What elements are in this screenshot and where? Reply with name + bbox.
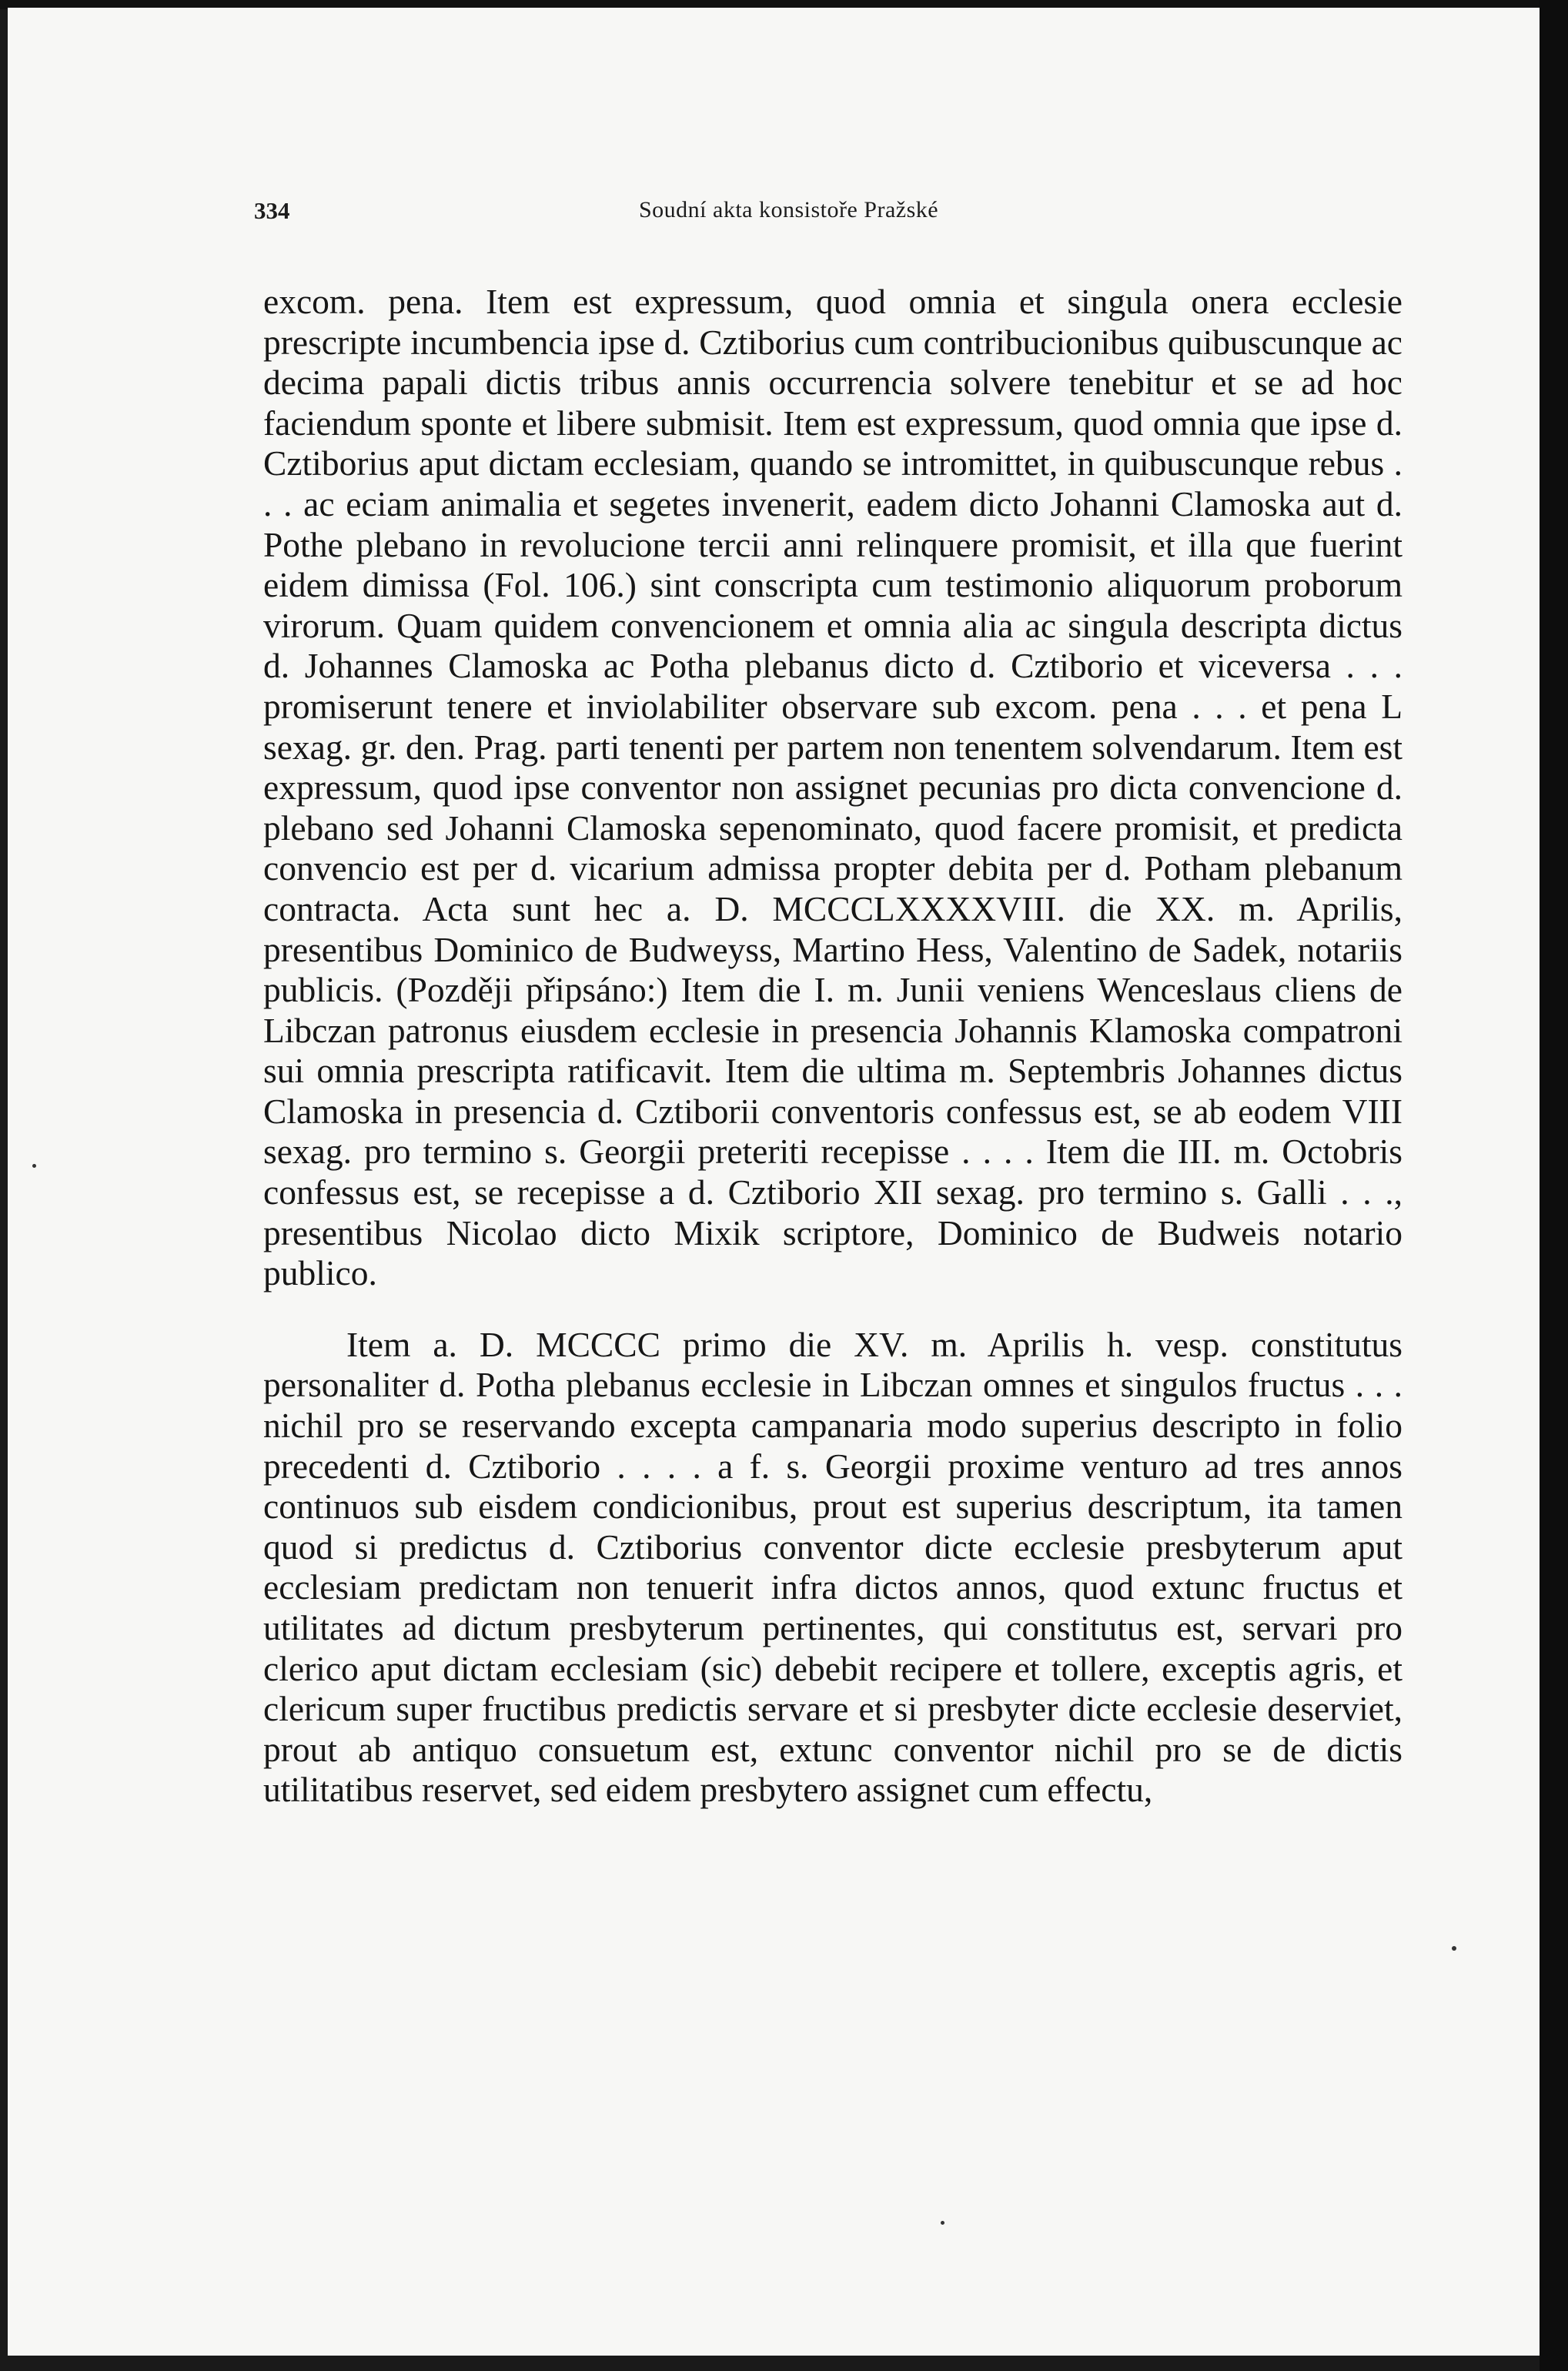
scan-right-edge	[1540, 0, 1568, 2371]
scan-speck	[941, 2221, 944, 2225]
page-header	[254, 197, 1393, 236]
paragraph-1: excom. pena. Item est expressum, quod omnia et singula onera ecclesie prescripte incumbencia ipse d. Cztiborius cum contribucionibus quibuscunque ac decima papali dictis tribus annis occurrencia solvere tenebitur et se ad hoc faciendum sponte et libere submisit. Item est expressum, quod omnia que ipse d. Cztiborius aput dictam ecclesiam, quando se intromittet, in quibuscunque rebus . . . ac eciam animalia et segetes invenerit, eadem dicto Johanni Clamoska aut d. Pothe plebano in revolucione tercii anni relinquere promisit, et illa que fuerint eidem dimissa (Fol. 106.) sint conscripta cum testimonio aliquorum proborum virorum. Quam quidem convencionem et omnia alia ac singula descripta dictus d. Johannes Clamoska ac Potha plebanus dicto d. Cztiborio et viceversa . . . promiserunt tenere et inviolabiliter observare sub excom. pena . . . et pena L sexag. gr. den. Prag. parti tenenti per partem non tenentem solvendarum. Item est expressum, quod ipse conventor non assignet pecunias pro dicta convencione d. plebano sed Johanni Clamoska sepenominato, quod facere promisit, et predicta convencio est per d. vicarium admissa propter debita per d. Potham plebanum contracta. Acta sunt hec a. D. MCCCLXXXXVIII. die XX. m. Aprilis, presentibus Dominico de Budweyss, Martino Hess, Valentino de Sadek, notariis publicis. (Později připsáno:) Item die I. m. Junii veniens Wenceslaus cliens de Libczan patronus eiusdem ecclesie in presencia Johannis Klamoska compatroni sui omnia prescripta ratificavit. Item die ultima m. Septembris Johannes dictus Clamoska in presencia d. Cztiborii conventoris confessus est, se ab eodem VIII sexag. pro termino s. Georgii preteriti recepisse . . . . Item die III. m. Octobris confessus est, se recepisse a d. Cztiborio XII sexag. pro termino s. Galli . . ., presentibus Nicolao dicto Mixik scriptore, Dominico de Budweis notario publico.	[263, 282, 1403, 1293]
body-text	[263, 282, 1403, 1811]
scan-speck	[32, 1164, 36, 1168]
running-title: Soudní akta konsistoře Pražské	[639, 197, 939, 222]
page-number: 334	[254, 197, 290, 224]
paragraph-2: Item a. D. MCCCC primo die XV. m. Aprilis h. vesp. constitutus personaliter d. Potha plebanus ecclesie in Libczan omnes et singulos fructus . . . nichil pro se reservando excepta campanaria modo superius descripto in folio precedenti d. Cztiborio . . . . a f. s. Georgii proxime venturo ad tres annos continuos sub eisdem condicionibus, prout est superius descriptum, ita tamen quod si predictus d. Cztiborius conventor dicte ecclesie presbyterum aput ecclesiam predictam non tenuerit infra dictos annos, quod extunc fructus et utilitates ad dictum presbyterum pertinentes, qui constitutus est, servari pro clerico aput dictam ecclesiam (sic) debebit recipere et tollere, exceptis agris, et clericum super fructibus predictis servare et si presbyter dicte ecclesie deserviet, prout ab antiquo consuetum est, extunc conventor nichil pro se de dictis utilitatibus reservet, sed eidem presbytero assignet cum effectu,	[263, 1324, 1403, 1810]
scan-speck	[1452, 1946, 1456, 1951]
